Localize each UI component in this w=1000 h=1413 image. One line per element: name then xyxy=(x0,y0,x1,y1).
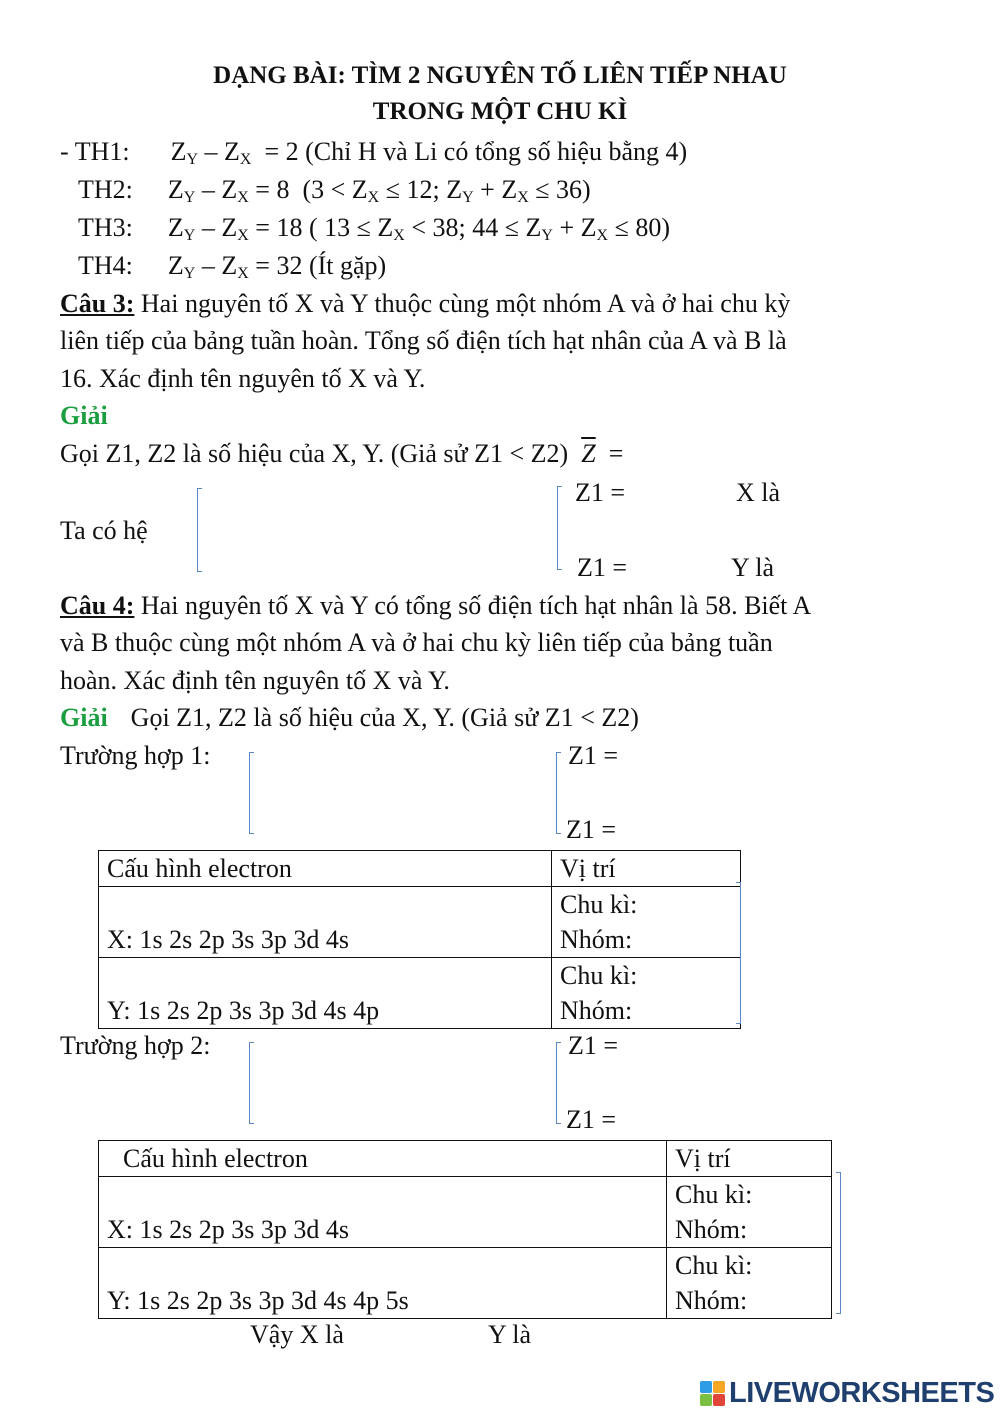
q4-case1-z1-bot: Z1 = xyxy=(566,815,617,844)
q4-case1-z1-top: Z1 = xyxy=(568,741,619,770)
table1-y-config: Y: 1s 2s 2p 3s 3p 3d 4s 4p xyxy=(99,958,552,1029)
q4-case1-label: Trường hợp 1: xyxy=(60,741,211,770)
q4-solution-line: Giải Gọi Z1, Z2 là số hiệu của X, Y. (Giả sử Z1 < Z2) xyxy=(60,703,639,732)
table2-side-bracket xyxy=(836,1172,841,1314)
case-th3: TH3: $Z_Y - Z_X = 18$ ( $13 \le Z_X < 38$; $44 \le Z_Y + Z_X \le 80$) xyxy=(78,213,670,244)
table1-x-config: X: 1s 2s 2p 3s 3p 3d 4s xyxy=(99,887,552,958)
q4-case2-left-bracket xyxy=(249,1042,254,1124)
q3-line1: Câu 3: Hai nguyên tố X và Y thuộc cùng một nhóm A và ở hai chu kỳ xyxy=(60,289,791,318)
q3-solution-label: Giải xyxy=(60,401,108,430)
table1-x-position: Chu kì: Nhóm: xyxy=(552,887,741,958)
q3-left-bracket xyxy=(197,488,202,572)
logo-square xyxy=(713,1381,725,1393)
q3-let: Gọi Z1, Z2 là số hiệu của X, Y. (Giả sử Z1 < Z2) $\overline{Z}$ = xyxy=(60,439,624,468)
table2-header-position: Vị trí xyxy=(667,1141,832,1177)
config-table-2 xyxy=(98,1140,832,1319)
q4-case1-left-bracket xyxy=(249,752,254,834)
q4-line3: hoàn. Xác định tên nguyên tố X và Y. xyxy=(60,666,450,695)
page-title-line2: TRONG MỘT CHU KÌ xyxy=(372,98,628,125)
table2-header-config: Cấu hình electron xyxy=(99,1141,667,1177)
case-th1-eq: = 2 (Chỉ H và Li có tổng số hiệu bằng 4) xyxy=(264,137,688,166)
table1-header-config: Cấu hình electron xyxy=(99,851,552,887)
case-th2: TH2: $Z_Y - Z_X = 8$ ($3 < Z_X \le 12$; $Z_Y + Z_X \le 36$) xyxy=(78,175,591,206)
q3-y-la: Y là xyxy=(731,553,775,582)
case-th1: - TH1: $Z_Y - Z_X = 2$ (Chỉ H và Li có tổng số hiệu bằng 4) xyxy=(60,137,688,168)
q4-case2-right-bracket xyxy=(556,1042,561,1124)
table2-x-position: Chu kì: Nhóm: xyxy=(667,1177,832,1248)
case-th4: TH4: $Z_Y - Z_X = 32$ (Ít gặp) xyxy=(78,251,387,282)
q4-line1: Câu 4: Hai nguyên tố X và Y có tổng số điện tích hạt nhân là 58. Biết A xyxy=(60,591,812,620)
logo-square xyxy=(700,1394,712,1406)
q4-case2-z1-bot: Z1 = xyxy=(566,1105,617,1134)
table2-y-position: Chu kì: Nhóm: xyxy=(667,1248,832,1319)
q4-case2-label: Trường hợp 2: xyxy=(60,1031,211,1060)
q4-case1-right-bracket xyxy=(556,752,561,834)
q4-label: Câu 4: xyxy=(60,591,135,620)
q3-right-bracket xyxy=(557,486,562,570)
q3-label: Câu 3: xyxy=(60,289,135,318)
q3-x-la: X là xyxy=(736,478,781,507)
logo-square xyxy=(700,1381,712,1393)
z-bar-symbol: $\overline{Z}$ xyxy=(581,439,596,468)
config-table-1 xyxy=(98,850,741,1029)
logo-text: LIVEWORKSHEETS xyxy=(729,1376,995,1409)
q3-z1-bot: Z1 = xyxy=(577,553,628,582)
q4-solution-label: Giải xyxy=(60,703,108,732)
logo-square xyxy=(713,1394,725,1406)
q4-line2: và B thuộc cùng một nhóm A và ở hai chu kỳ liên tiếp của bảng tuần xyxy=(60,628,773,657)
page-title-line1: DẠNG BÀI: TÌM 2 NGUYÊN TỐ LIÊN TIẾP NHAU xyxy=(213,62,787,89)
table1-y-position: Chu kì: Nhóm: xyxy=(552,958,741,1029)
table1-header-position: Vị trí xyxy=(552,851,741,887)
table2-y-config: Y: 1s 2s 2p 3s 3p 3d 4s 4p 5s xyxy=(99,1248,667,1319)
table1-side-bracket xyxy=(736,882,741,1024)
q3-line2: liên tiếp của bảng tuần hoàn. Tổng số điện tích hạt nhân của A và B là xyxy=(60,326,787,355)
liveworksheets-logo xyxy=(700,1378,994,1408)
case-th1-prefix: - TH1: xyxy=(60,137,130,166)
conclusion-x: Vậy X là xyxy=(250,1320,344,1349)
logo-mark-icon xyxy=(700,1381,725,1406)
q3-system-label: Ta có hệ xyxy=(60,516,148,545)
conclusion-y: Y là xyxy=(488,1320,532,1349)
table2-x-config: X: 1s 2s 2p 3s 3p 3d 4s xyxy=(99,1177,667,1248)
q3-line3: 16. Xác định tên nguyên tố X và Y. xyxy=(60,364,426,393)
q4-case2-z1-top: Z1 = xyxy=(568,1031,619,1060)
q3-z1-top: Z1 = xyxy=(575,478,626,507)
